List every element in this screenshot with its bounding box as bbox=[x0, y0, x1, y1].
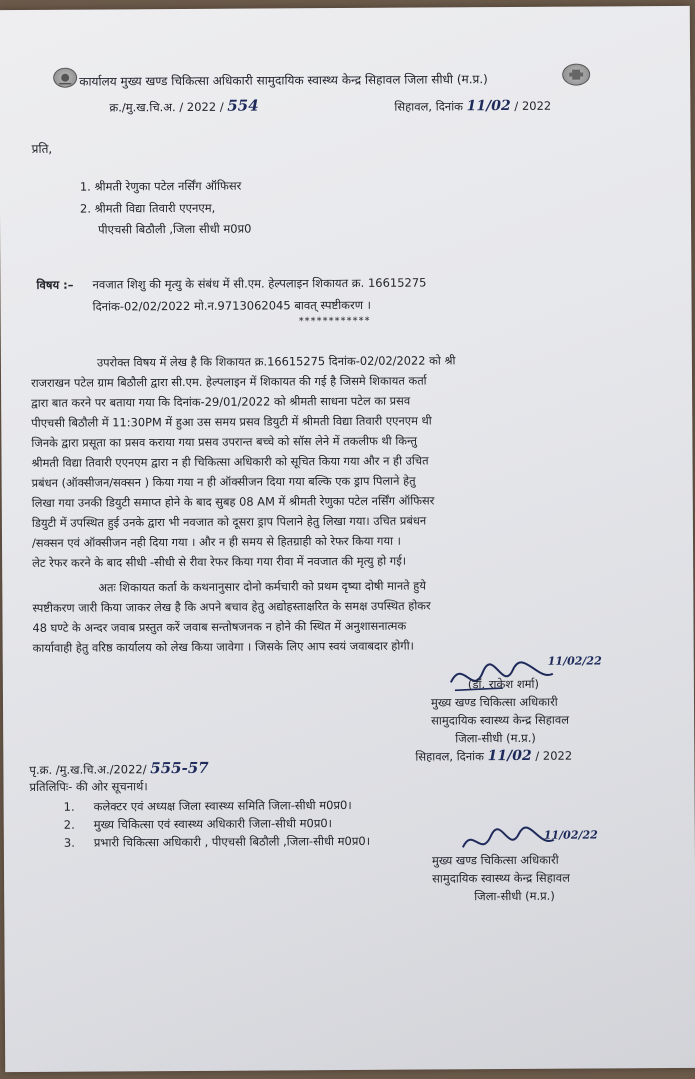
subject-label: विषय :– bbox=[36, 277, 74, 292]
copy-reference-handwritten-number: 555-57 bbox=[150, 758, 209, 778]
body-line: कार्यावाही हेतु वरिष्ठ कार्यालय को लेख किया जावेगा । जिसके लिए आप स्वयं जवाबदार होगी। bbox=[32, 638, 414, 655]
addressee-line-3: पीएचसी बिठौली ,जिला सीधी म0प्र0 bbox=[98, 221, 252, 237]
body-line: श्रीमती विद्या तिवारी एएनएम द्वारा न ही चिकित्सा अधिकारी को सूचित किया गया और न ही उचित bbox=[31, 453, 429, 470]
signature-1-date-prefix: सिहावल, दिनांक bbox=[415, 749, 484, 764]
copy-item-1-text: कलेक्टर एवं अध्यक्ष जिला स्वास्थ्य समिति जिला-सीधी म0प्र0। bbox=[93, 797, 352, 814]
signature-2-district: जिला-सीधी (म.प्र.) bbox=[474, 888, 555, 904]
signature-1-date-day: 11 bbox=[487, 748, 508, 765]
signature-2-date: 11/02/22 bbox=[543, 828, 598, 842]
subject-line-1: नवजात शिशु की मृत्यु के संबंध में सी.एम. हेल्पलाइन शिकायत क्र. 16615275 bbox=[92, 275, 427, 292]
subject-line-2: दिनांक-02/02/2022 मो.न.9713062045 बावत् स्पष्टीकरण । bbox=[92, 297, 372, 314]
copy-reference bbox=[29, 758, 209, 778]
signature-2-designation: मुख्य खण्ड चिकित्सा अधिकारी bbox=[431, 852, 559, 868]
signature-1-date-line: सिहावल, दिनांक 11/02 / 2022 bbox=[415, 747, 573, 765]
reference-number bbox=[109, 96, 259, 115]
letter-page bbox=[0, 6, 695, 1072]
body-line: डियुटी में उपस्थित हुई उनके द्वारा भी नवजात को दूसरा ड्राप पिलाने हेतु लिखा गया। उचित प्रबंधन bbox=[31, 513, 427, 530]
signature-1-date-month: 02 bbox=[512, 747, 532, 764]
pratilipi-label: प्रतिलिपिः- की ओर सूचनार्थ। bbox=[29, 779, 148, 794]
body-line: प्रबंधन (ऑक्सीजन/सक्सन ) किया गया न ही ऑक्सीजन दिया गया बल्कि एक ड्राप पिलाने हेतु bbox=[31, 473, 416, 490]
body-line: 48 घण्टे के अन्दर जवाब प्रस्तुत करें जवाब सन्तोषजनक न होने की स्थित में अनुशासनात्मक bbox=[32, 618, 407, 635]
prati-label: प्रति, bbox=[31, 141, 53, 156]
copy-item-2-text: मुख्य चिकित्सा एवं स्वास्थ्य अधिकारी जिला-सीधी म0प्र0। bbox=[93, 816, 333, 832]
body-line: जिनके द्वारा प्रसूता का प्रसव कराया गया प्रसव उपरान्त बच्चे को सॉस लेने में तकलीफ थी किन्तु bbox=[31, 433, 418, 450]
body-line: उपरोक्त विषय में लेख है कि शिकायत क्र.16615275 दिनांक-02/02/2022 को श्री bbox=[96, 353, 456, 370]
body-line: राजराखन पटेल ग्राम बिठौली द्वारा सी.एम. हेल्पलाइन में शिकायत की गई है जिसमे शिकायत कर्ता bbox=[30, 373, 427, 390]
signature-1-district: जिला-सीधी (म.प्र.) bbox=[455, 730, 536, 746]
letter-date: सिहावल, दिनांक 11/02 / 2022 bbox=[394, 97, 552, 115]
health-logo-icon bbox=[562, 64, 590, 86]
body-line: स्पष्टीकरण जारी किया जाकर लेख है कि अपने बचाव हेतु अद्योहस्ताक्षरित के समक्ष उपस्थित होकर bbox=[32, 598, 431, 615]
signature-1-date: 11/02/22 bbox=[547, 654, 602, 668]
copy-reference-prefix: पृ.क्र. /मु.ख.चि.अ./2022/ bbox=[29, 762, 147, 777]
signature-1-designation: मुख्य खण्ड चिकित्सा अधिकारी bbox=[430, 694, 558, 710]
signature-1-name: (डॉ. राकेश शर्मा) bbox=[467, 676, 540, 692]
body-line: द्वारा बात करने पर बताया गया कि दिनांक-29/01/2022 को श्रीमती साधना पटेल का प्रसव bbox=[31, 393, 411, 410]
body-line: लिखा गया उनकी डियुटी समाप्त होने के बाद सुबह 08 AM में श्रीमती रेणुका पटेल नर्सिंग ऑफिसर bbox=[31, 493, 435, 510]
signature-2-office: सामुदायिक स्वास्थ्य केन्द्र सिहावल bbox=[432, 870, 571, 886]
reference-prefix: क्र./मु.ख.चि.अ. / 2022 / bbox=[109, 99, 224, 115]
letterhead-title: कार्यालय मुख्य खण्ड चिकित्सा अधिकारी सामुदायिक स्वास्थ्य केन्द्र सिहावल जिला सीधी (म.प्र.) bbox=[79, 72, 488, 89]
subject-separator: ************ bbox=[298, 315, 371, 328]
date-year: / 2022 bbox=[514, 98, 552, 113]
government-emblem-icon bbox=[53, 68, 77, 88]
date-month: 02 bbox=[491, 97, 511, 115]
copy-item-3-num: 3. bbox=[63, 835, 75, 850]
body-line: /सक्सन एवं ऑक्सीजन नही दिया गया । और न ही समय से हितग्राही को रेफर किया गया । bbox=[31, 533, 401, 550]
body-line: लेट रेफर करने के बाद सीधी -सीधी से रीवा रेफर किया गया रीवा में नवजात की मृत्यु हो गई। bbox=[32, 553, 407, 570]
reference-handwritten-number: 554 bbox=[227, 96, 259, 115]
addressee-line-2: 2. श्रीमती विद्या तिवारी एएनएम, bbox=[79, 200, 216, 216]
copy-item-2-num: 2. bbox=[63, 817, 75, 832]
date-prefix: सिहावल, दिनांक bbox=[394, 99, 464, 114]
body-line: पीएचसी बिठौली में 11:30PM में हुआ उस समय प्रसव डियुटी में श्रीमती विद्या तिवारी एएनएम थी bbox=[31, 413, 432, 430]
signature-1-office: सामुदायिक स्वास्थ्य केन्द्र सिहावल bbox=[431, 712, 570, 728]
signature-1-date-year: / 2022 bbox=[535, 748, 573, 763]
copy-item-3-text: प्रभारी चिकित्सा अधिकारी , पीएचसी बिठौली ,जिला-सीधी म0प्र0। bbox=[93, 833, 371, 850]
date-day: 11 bbox=[466, 98, 487, 115]
addressee-line-1: 1. श्रीमती रेणुका पटेल नर्सिंग ऑफिसर bbox=[79, 178, 242, 194]
copy-item-1-num: 1. bbox=[63, 799, 75, 814]
body-line: अतः शिकायत कर्ता के कथनानुसार दोनो कर्मचारी को प्रथम दृष्या दोषी मानते हुये bbox=[98, 578, 426, 595]
